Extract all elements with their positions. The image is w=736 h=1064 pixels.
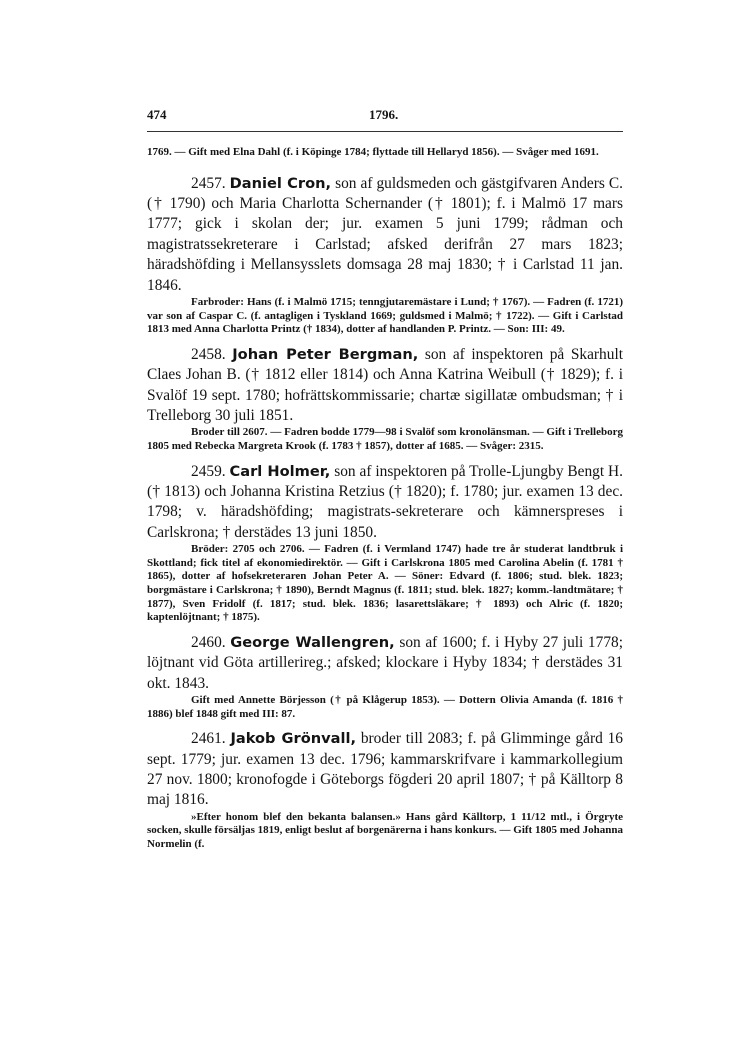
entry-note-2461: »Efter honom blef den bekanta balansen.» Hans gård Källtorp, 1 11/12 mtl., i Örgryte socken, skulle försäljas 1819, enligt beslut af borgenärerna i hans konkurs. — Gift 1805 med Johanna Normelin (f. xyxy=(147,810,623,851)
entry-text: son af guldsmeden och gästgifvaren Anders C. († 1790) och Maria Charlotta Schernander († 1801); f. i Malmö 17 mars 1777; gick i skolan der; jur. examen 5 juni 1799; rådman och magistratssekreterare i Carlstad; afsked derifrån 27 mars 1823; häradshöfding i Mellansysslets domsaga 28 maj 1830; † i Carlstad 11 jan. 1846. xyxy=(147,174,623,294)
entry-2460 xyxy=(147,633,623,694)
entry-name: Carl Holmer, xyxy=(229,462,331,480)
entry-note-2458: Broder till 2607. — Fadren bodde 1779—98 i Svalöf som kronolänsman. — Gift i Trelleborg 1805 med Rebecka Margreta Krook (f. 1783 † 1857), dotter af 1685. — Svåger: 2315. xyxy=(147,426,623,453)
entry-2461 xyxy=(147,729,623,811)
entry-number: 2458. xyxy=(191,345,226,363)
entry-text: son af inspektoren på Skarhult Claes Johan B. († 1812 eller 1814) och Anna Katrina Weibull († 1829); f. i Svalöf 19 sept. 1780; hofrättskommissarie; chartæ sigillatæ ombudsman; † i Trelleborg 30 juli 1851. xyxy=(147,345,624,425)
entry-name: Johan Peter Bergman, xyxy=(232,345,419,363)
entry-name: Jakob Grönvall, xyxy=(230,730,357,748)
running-header xyxy=(147,107,623,127)
entry-2458 xyxy=(147,345,623,427)
entry-text: son af inspektoren på Trolle-Ljungby Bengt H. († 1813) och Johanna Kristina Retzius († 1820); f. 1780; jur. examen 13 dec. 1798; v. häradshöfding; magistrats-sekreterare och kämnerspreses i Carlskrona; † derstädes 13 juni 1850. xyxy=(147,462,624,541)
entry-note-2460: Gift med Annette Börjesson († på Klågerup 1853). — Dottern Olivia Amanda (f. 1816 † 1886) blef 1848 gift med III: 87. xyxy=(147,694,623,720)
header-year: 1796. xyxy=(369,107,399,122)
entry-text: son af 1600; f. i Hyby 27 juli 1778; löjtnant vid Göta artillerireg.; afsked; klockare i Hyby 1834; † derstädes 31 okt. 1843. xyxy=(147,633,623,692)
page-body xyxy=(147,146,623,852)
entry-number: 2461. xyxy=(191,730,226,748)
entry-number: 2459. xyxy=(191,462,226,480)
entry-2459 xyxy=(147,462,623,544)
entry-2457 xyxy=(147,174,623,296)
entry-name: George Wallengren, xyxy=(230,633,395,651)
entry-note-2459: Bröder: 2705 och 2706. — Fadren (f. i Vermland 1747) hade tre år studerat landtbruk i Skottland; fick titel af ekonomiedirektör. — Gift i Carlskrona 1805 med Carolina Abelin (f. 1781 † 1865), dotter af hofsekreteraren Johan Peter A. — Söner: Edvard (f. 1806; stud. blek. 1823; borgmästare i Carlskrona; † 1890), Berndt Magnus (f. 1811; stud. blek. 1827; komm.-landtmätare; † 1877), Sven Fridolf (f. 1817; stud. blek. 1836; lasarettsläkare; † 1893) och Alric (f. 1820; kaptenlöjtnant; † 1875). xyxy=(147,543,623,624)
intro-note: 1769. — Gift med Elna Dahl (f. i Köpinge 1784; flyttade till Hellaryd 1856). — Svåger med 1691. xyxy=(147,146,599,158)
entry-text: broder till 2083; f. på Glimminge gård 16 sept. 1779; jur. examen 13 dec. 1796; kammarskrifvare i kammarkollegium 27 nov. 1800; kronofogde i Göteborgs fögderi 20 april 1807; † på Källtorp 8 maj 1816. xyxy=(147,730,623,809)
header-rule xyxy=(147,131,623,132)
entry-note-2457: Farbroder: Hans (f. i Malmö 1715; tenngjutaremästare i Lund; † 1767). — Fadren (f. 1721) var son af Caspar C. (f. antagligen i Tyskland 1669; guldsmed i Malmö; † 1722). — Gift i Carlstad 1813 med Anna Charlotta Printz († 1834), dotter af handlanden P. Printz. — Son: III: 49. xyxy=(147,296,623,336)
entry-number: 2457. xyxy=(191,174,226,192)
page-number: 474 xyxy=(147,107,167,122)
entry-number: 2460. xyxy=(191,633,226,651)
entry-name: Daniel Cron, xyxy=(229,174,332,192)
